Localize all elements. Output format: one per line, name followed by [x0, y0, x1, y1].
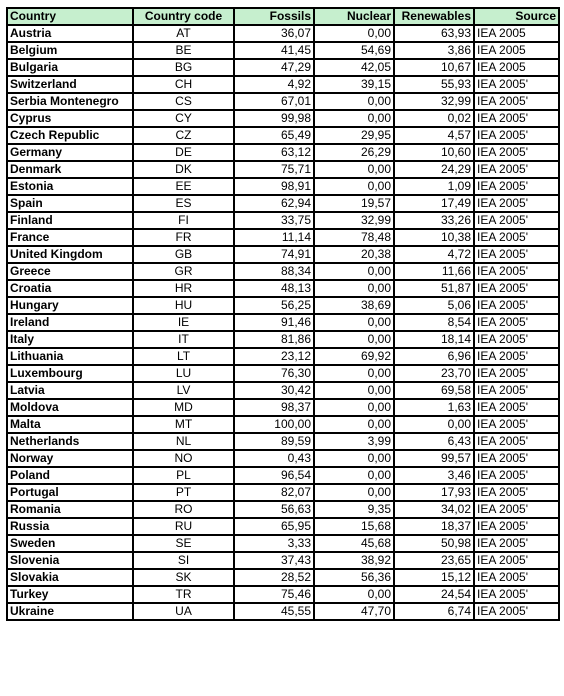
table-row	[7, 42, 559, 59]
country-code-cell: IE	[133, 314, 234, 331]
fossils-cell: 75,71	[234, 161, 314, 178]
country-cell: France	[7, 229, 133, 246]
country-cell: Netherlands	[7, 433, 133, 450]
source-cell: IEA 2005'	[474, 144, 559, 161]
country-code-cell: GB	[133, 246, 234, 263]
table-row	[7, 212, 559, 229]
fossils-cell: 98,91	[234, 178, 314, 195]
fossils-cell: 76,30	[234, 365, 314, 382]
nuclear-cell: 0,00	[314, 467, 394, 484]
fossils-cell: 65,49	[234, 127, 314, 144]
country-code-cell: SI	[133, 552, 234, 569]
nuclear-cell: 54,69	[314, 42, 394, 59]
nuclear-cell: 19,57	[314, 195, 394, 212]
nuclear-cell: 0,00	[314, 331, 394, 348]
source-cell: IEA 2005'	[474, 365, 559, 382]
header-renewables: Renewables	[394, 8, 474, 25]
fossils-cell: 48,13	[234, 280, 314, 297]
source-cell: IEA 2005	[474, 59, 559, 76]
table-body	[7, 25, 559, 620]
nuclear-cell: 26,29	[314, 144, 394, 161]
country-code-cell: SK	[133, 569, 234, 586]
nuclear-cell: 45,68	[314, 535, 394, 552]
country-code-cell: PT	[133, 484, 234, 501]
nuclear-cell: 9,35	[314, 501, 394, 518]
table-row	[7, 246, 559, 263]
renewables-cell: 99,57	[394, 450, 474, 467]
nuclear-cell: 39,15	[314, 76, 394, 93]
nuclear-cell: 0,00	[314, 365, 394, 382]
nuclear-cell: 0,00	[314, 263, 394, 280]
country-cell: Romania	[7, 501, 133, 518]
country-cell: Lithuania	[7, 348, 133, 365]
country-cell: Turkey	[7, 586, 133, 603]
country-cell: Russia	[7, 518, 133, 535]
nuclear-cell: 0,00	[314, 110, 394, 127]
fossils-cell: 33,75	[234, 212, 314, 229]
source-cell: IEA 2005'	[474, 348, 559, 365]
energy-mix-table	[6, 7, 560, 621]
fossils-cell: 11,14	[234, 229, 314, 246]
country-code-cell: TR	[133, 586, 234, 603]
table-row	[7, 382, 559, 399]
nuclear-cell: 32,99	[314, 212, 394, 229]
renewables-cell: 18,14	[394, 331, 474, 348]
fossils-cell: 45,55	[234, 603, 314, 620]
country-code-cell: ES	[133, 195, 234, 212]
country-code-cell: MT	[133, 416, 234, 433]
renewables-cell: 15,12	[394, 569, 474, 586]
country-code-cell: LU	[133, 365, 234, 382]
renewables-cell: 17,49	[394, 195, 474, 212]
fossils-cell: 65,95	[234, 518, 314, 535]
country-code-cell: DE	[133, 144, 234, 161]
renewables-cell: 1,09	[394, 178, 474, 195]
table-row	[7, 93, 559, 110]
nuclear-cell: 0,00	[314, 484, 394, 501]
renewables-cell: 51,87	[394, 280, 474, 297]
table-row	[7, 263, 559, 280]
fossils-cell: 30,42	[234, 382, 314, 399]
nuclear-cell: 0,00	[314, 314, 394, 331]
nuclear-cell: 78,48	[314, 229, 394, 246]
fossils-cell: 36,07	[234, 25, 314, 42]
country-code-cell: CH	[133, 76, 234, 93]
renewables-cell: 6,74	[394, 603, 474, 620]
country-cell: Slovakia	[7, 569, 133, 586]
source-cell: IEA 2005'	[474, 399, 559, 416]
nuclear-cell: 38,69	[314, 297, 394, 314]
country-code-cell: PL	[133, 467, 234, 484]
fossils-cell: 89,59	[234, 433, 314, 450]
country-cell: Slovenia	[7, 552, 133, 569]
fossils-cell: 82,07	[234, 484, 314, 501]
renewables-cell: 8,54	[394, 314, 474, 331]
fossils-cell: 63,12	[234, 144, 314, 161]
country-code-cell: NL	[133, 433, 234, 450]
country-code-cell: HR	[133, 280, 234, 297]
source-cell: IEA 2005	[474, 25, 559, 42]
renewables-cell: 3,86	[394, 42, 474, 59]
nuclear-cell: 47,70	[314, 603, 394, 620]
nuclear-cell: 0,00	[314, 450, 394, 467]
nuclear-cell: 0,00	[314, 25, 394, 42]
country-cell: Sweden	[7, 535, 133, 552]
header-country-code: Country code	[133, 8, 234, 25]
source-cell: IEA 2005'	[474, 280, 559, 297]
source-cell: IEA 2005'	[474, 246, 559, 263]
table-row	[7, 144, 559, 161]
source-cell: IEA 2005'	[474, 110, 559, 127]
country-cell: Malta	[7, 416, 133, 433]
renewables-cell: 6,43	[394, 433, 474, 450]
table-row	[7, 416, 559, 433]
source-cell: IEA 2005'	[474, 382, 559, 399]
table-row	[7, 297, 559, 314]
country-code-cell: HU	[133, 297, 234, 314]
renewables-cell: 6,96	[394, 348, 474, 365]
nuclear-cell: 0,00	[314, 178, 394, 195]
country-cell: United Kingdom	[7, 246, 133, 263]
country-cell: Finland	[7, 212, 133, 229]
fossils-cell: 67,01	[234, 93, 314, 110]
fossils-cell: 75,46	[234, 586, 314, 603]
source-cell: IEA 2005'	[474, 450, 559, 467]
table-row	[7, 433, 559, 450]
source-cell: IEA 2005'	[474, 314, 559, 331]
country-cell: Germany	[7, 144, 133, 161]
table-row	[7, 484, 559, 501]
country-code-cell: RU	[133, 518, 234, 535]
source-cell: IEA 2005'	[474, 501, 559, 518]
table-row	[7, 280, 559, 297]
source-cell: IEA 2005'	[474, 603, 559, 620]
fossils-cell: 4,92	[234, 76, 314, 93]
nuclear-cell: 29,95	[314, 127, 394, 144]
country-code-cell: LT	[133, 348, 234, 365]
table-row	[7, 467, 559, 484]
renewables-cell: 10,67	[394, 59, 474, 76]
renewables-cell: 1,63	[394, 399, 474, 416]
fossils-cell: 74,91	[234, 246, 314, 263]
source-cell: IEA 2005'	[474, 535, 559, 552]
country-cell: Italy	[7, 331, 133, 348]
renewables-cell: 69,58	[394, 382, 474, 399]
country-cell: Greece	[7, 263, 133, 280]
renewables-cell: 10,60	[394, 144, 474, 161]
table-row	[7, 450, 559, 467]
country-code-cell: NO	[133, 450, 234, 467]
table-row	[7, 586, 559, 603]
table-row	[7, 76, 559, 93]
source-cell: IEA 2005'	[474, 331, 559, 348]
country-cell: Austria	[7, 25, 133, 42]
country-cell: Poland	[7, 467, 133, 484]
country-cell: Denmark	[7, 161, 133, 178]
source-cell: IEA 2005'	[474, 178, 559, 195]
country-cell: Belgium	[7, 42, 133, 59]
table-row	[7, 535, 559, 552]
country-cell: Bulgaria	[7, 59, 133, 76]
country-code-cell: CY	[133, 110, 234, 127]
source-cell: IEA 2005'	[474, 297, 559, 314]
nuclear-cell: 0,00	[314, 416, 394, 433]
source-cell: IEA 2005'	[474, 161, 559, 178]
source-cell: IEA 2005'	[474, 229, 559, 246]
renewables-cell: 0,02	[394, 110, 474, 127]
country-code-cell: DK	[133, 161, 234, 178]
country-code-cell: EE	[133, 178, 234, 195]
header-row	[7, 8, 559, 25]
table-row	[7, 569, 559, 586]
fossils-cell: 62,94	[234, 195, 314, 212]
country-cell: Cyprus	[7, 110, 133, 127]
fossils-cell: 56,63	[234, 501, 314, 518]
fossils-cell: 100,00	[234, 416, 314, 433]
renewables-cell: 34,02	[394, 501, 474, 518]
source-cell: IEA 2005'	[474, 484, 559, 501]
table-row	[7, 603, 559, 620]
country-cell: Czech Republic	[7, 127, 133, 144]
fossils-cell: 99,98	[234, 110, 314, 127]
table-row	[7, 314, 559, 331]
source-cell: IEA 2005'	[474, 433, 559, 450]
renewables-cell: 23,70	[394, 365, 474, 382]
renewables-cell: 0,00	[394, 416, 474, 433]
country-code-cell: LV	[133, 382, 234, 399]
table-row	[7, 127, 559, 144]
country-code-cell: AT	[133, 25, 234, 42]
table-row	[7, 195, 559, 212]
fossils-cell: 37,43	[234, 552, 314, 569]
country-cell: Moldova	[7, 399, 133, 416]
fossils-cell: 96,54	[234, 467, 314, 484]
renewables-cell: 5,06	[394, 297, 474, 314]
renewables-cell: 11,66	[394, 263, 474, 280]
country-cell: Portugal	[7, 484, 133, 501]
source-cell: IEA 2005'	[474, 127, 559, 144]
source-cell: IEA 2005'	[474, 569, 559, 586]
country-cell: Ukraine	[7, 603, 133, 620]
renewables-cell: 24,29	[394, 161, 474, 178]
country-code-cell: GR	[133, 263, 234, 280]
country-code-cell: RO	[133, 501, 234, 518]
nuclear-cell: 0,00	[314, 382, 394, 399]
renewables-cell: 24,54	[394, 586, 474, 603]
table-row	[7, 552, 559, 569]
table-row	[7, 110, 559, 127]
nuclear-cell: 3,99	[314, 433, 394, 450]
header-fossils: Fossils	[234, 8, 314, 25]
table-row	[7, 348, 559, 365]
fossils-cell: 3,33	[234, 535, 314, 552]
country-cell: Norway	[7, 450, 133, 467]
renewables-cell: 50,98	[394, 535, 474, 552]
country-code-cell: CZ	[133, 127, 234, 144]
source-cell: IEA 2005'	[474, 195, 559, 212]
table-row	[7, 331, 559, 348]
table-row	[7, 161, 559, 178]
renewables-cell: 33,26	[394, 212, 474, 229]
fossils-cell: 41,45	[234, 42, 314, 59]
country-code-cell: FR	[133, 229, 234, 246]
table-row	[7, 518, 559, 535]
country-code-cell: BE	[133, 42, 234, 59]
country-cell: Luxembourg	[7, 365, 133, 382]
nuclear-cell: 42,05	[314, 59, 394, 76]
country-cell: Switzerland	[7, 76, 133, 93]
fossils-cell: 98,37	[234, 399, 314, 416]
country-code-cell: IT	[133, 331, 234, 348]
renewables-cell: 63,93	[394, 25, 474, 42]
fossils-cell: 56,25	[234, 297, 314, 314]
country-cell: Serbia Montenegro	[7, 93, 133, 110]
table-row	[7, 501, 559, 518]
renewables-cell: 18,37	[394, 518, 474, 535]
nuclear-cell: 0,00	[314, 399, 394, 416]
country-cell: Estonia	[7, 178, 133, 195]
source-cell: IEA 2005'	[474, 518, 559, 535]
header-nuclear: Nuclear	[314, 8, 394, 25]
country-code-cell: FI	[133, 212, 234, 229]
table-row	[7, 399, 559, 416]
country-cell: Ireland	[7, 314, 133, 331]
country-code-cell: MD	[133, 399, 234, 416]
renewables-cell: 23,65	[394, 552, 474, 569]
renewables-cell: 10,38	[394, 229, 474, 246]
nuclear-cell: 0,00	[314, 280, 394, 297]
nuclear-cell: 38,92	[314, 552, 394, 569]
country-code-cell: SE	[133, 535, 234, 552]
source-cell: IEA 2005'	[474, 416, 559, 433]
renewables-cell: 3,46	[394, 467, 474, 484]
nuclear-cell: 20,38	[314, 246, 394, 263]
source-cell: IEA 2005'	[474, 586, 559, 603]
source-cell: IEA 2005'	[474, 552, 559, 569]
source-cell: IEA 2005'	[474, 467, 559, 484]
country-cell: Croatia	[7, 280, 133, 297]
country-code-cell: UA	[133, 603, 234, 620]
nuclear-cell: 0,00	[314, 93, 394, 110]
table-row	[7, 178, 559, 195]
nuclear-cell: 0,00	[314, 586, 394, 603]
fossils-cell: 88,34	[234, 263, 314, 280]
fossils-cell: 47,29	[234, 59, 314, 76]
country-cell: Hungary	[7, 297, 133, 314]
fossils-cell: 91,46	[234, 314, 314, 331]
source-cell: IEA 2005'	[474, 76, 559, 93]
renewables-cell: 32,99	[394, 93, 474, 110]
source-cell: IEA 2005'	[474, 93, 559, 110]
nuclear-cell: 15,68	[314, 518, 394, 535]
header-source: Source	[474, 8, 559, 25]
country-cell: Latvia	[7, 382, 133, 399]
fossils-cell: 28,52	[234, 569, 314, 586]
nuclear-cell: 0,00	[314, 161, 394, 178]
fossils-cell: 81,86	[234, 331, 314, 348]
country-code-cell: CS	[133, 93, 234, 110]
source-cell: IEA 2005'	[474, 263, 559, 280]
table-row	[7, 59, 559, 76]
fossils-cell: 23,12	[234, 348, 314, 365]
header-country: Country	[7, 8, 133, 25]
fossils-cell: 0,43	[234, 450, 314, 467]
renewables-cell: 17,93	[394, 484, 474, 501]
source-cell: IEA 2005	[474, 42, 559, 59]
renewables-cell: 55,93	[394, 76, 474, 93]
table-row	[7, 25, 559, 42]
table-row	[7, 365, 559, 382]
country-cell: Spain	[7, 195, 133, 212]
country-code-cell: BG	[133, 59, 234, 76]
table-row	[7, 229, 559, 246]
nuclear-cell: 69,92	[314, 348, 394, 365]
source-cell: IEA 2005'	[474, 212, 559, 229]
nuclear-cell: 56,36	[314, 569, 394, 586]
renewables-cell: 4,57	[394, 127, 474, 144]
renewables-cell: 4,72	[394, 246, 474, 263]
